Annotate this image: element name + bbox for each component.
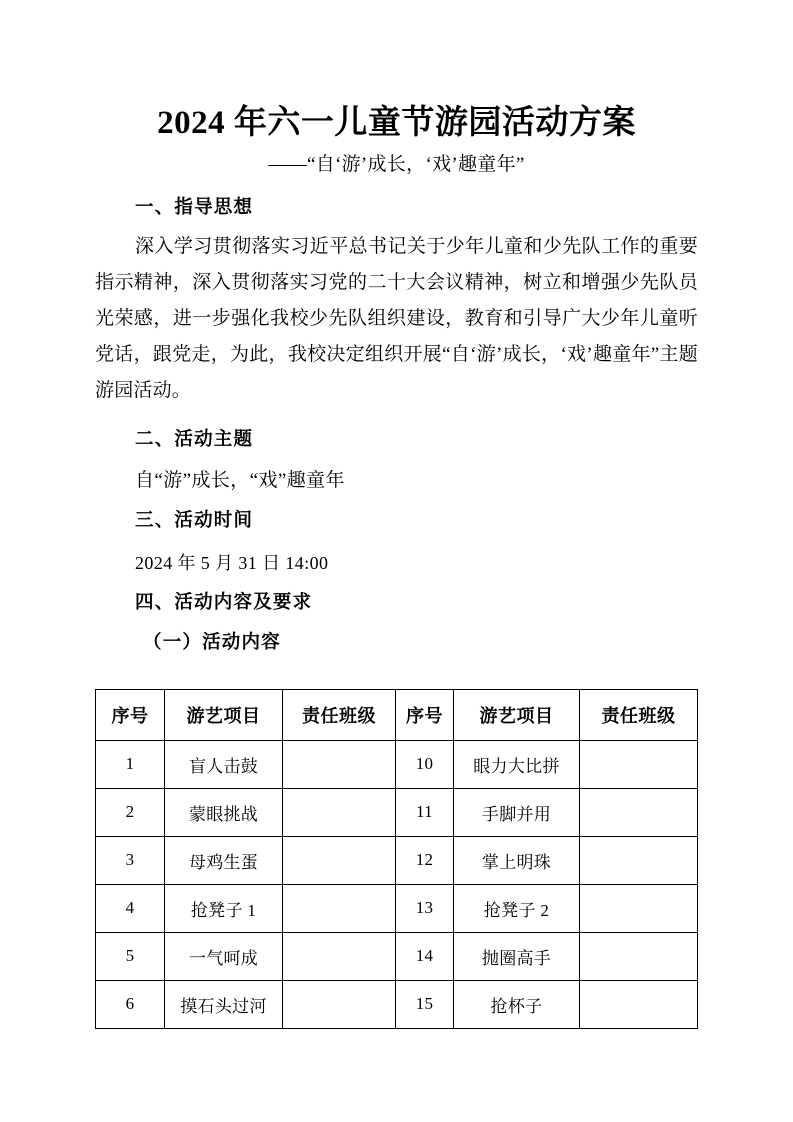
table-row: [96, 788, 698, 836]
table-header-class-left: 责任班级: [283, 689, 396, 740]
cell-class-right[interactable]: [580, 980, 698, 1028]
table-header-no-left: 序号: [96, 689, 165, 740]
cell-name-left: 母鸡生蛋: [165, 836, 283, 884]
table-header-name-right: 游艺项目: [454, 689, 580, 740]
cell-no-right: 13: [396, 884, 454, 932]
cell-no-right: 15: [396, 980, 454, 1028]
cell-name-right: 眼力大比拼: [454, 740, 580, 788]
cell-no-right: 11: [396, 788, 454, 836]
cell-class-left[interactable]: [283, 740, 396, 788]
cell-name-left: 一气呵成: [165, 932, 283, 980]
document-content: [95, 0, 698, 1029]
cell-no-right: 14: [396, 932, 454, 980]
cell-class-left[interactable]: [283, 836, 396, 884]
cell-class-left[interactable]: [283, 980, 396, 1028]
section-heading-guiding-thought: 一、指导思想: [135, 198, 254, 219]
cell-no-right: 10: [396, 740, 454, 788]
section-heading-content-requirements: 四、活动内容及要求: [135, 592, 313, 613]
activity-table: [95, 689, 698, 1029]
page-subtitle: ——“自‘游’成长，‘戏’趣童年”: [268, 153, 525, 175]
cell-name-right: 抛圈高手: [454, 932, 580, 980]
cell-class-right[interactable]: [580, 740, 698, 788]
cell-name-right: 抢杯子: [454, 980, 580, 1028]
section-heading-theme: 二、活动主题: [135, 429, 254, 450]
cell-no-right: 12: [396, 836, 454, 884]
section-body-guiding-thought: 深入学习贯彻落实习近平总书记关于少年儿童和少先队工作的重要指示精神，深入贯彻落实习党的二十大会议精神，树立和增强少先队员光荣感，进一步强化我校少先队组织建设，教育和引导广大少年儿童听党话，跟党走，为此，我校决定组织开展“自‘游’成长，‘戏’趣童年”主题游园活动。: [95, 235, 698, 401]
section-body-time: 2024 年 5 月 31 日 14:00: [135, 552, 329, 573]
cell-no-left: 6: [96, 980, 165, 1028]
cell-no-left: 2: [96, 788, 165, 836]
cell-class-right[interactable]: [580, 836, 698, 884]
section-body-theme: 自“游”成长，“戏”趣童年: [135, 470, 345, 492]
cell-class-left[interactable]: [283, 932, 396, 980]
activity-table-wrapper: [95, 653, 698, 1029]
table-head: [96, 689, 698, 740]
cell-no-left: 4: [96, 884, 165, 932]
table-row: [96, 836, 698, 884]
table-header-row: [96, 689, 698, 740]
table-header-no-right: 序号: [396, 689, 454, 740]
table-body: [96, 740, 698, 1028]
cell-class-left[interactable]: [283, 788, 396, 836]
section-subheading-activity-content: （一）活动内容: [143, 633, 281, 654]
cell-name-left: 摸石头过河: [165, 980, 283, 1028]
cell-name-right: 掌上明珠: [454, 836, 580, 884]
page-title: 2024 年六一儿童节游园活动方案: [157, 105, 636, 141]
cell-name-left: 盲人击鼓: [165, 740, 283, 788]
table-header-name-left: 游艺项目: [165, 689, 283, 740]
table-row: [96, 980, 698, 1028]
cell-name-left: 蒙眼挑战: [165, 788, 283, 836]
table-row: [96, 884, 698, 932]
cell-name-left: 抢凳子 1: [165, 884, 283, 932]
cell-class-right[interactable]: [580, 884, 698, 932]
cell-no-left: 1: [96, 740, 165, 788]
section-heading-time: 三、活动时间: [135, 511, 254, 532]
cell-no-left: 3: [96, 836, 165, 884]
cell-class-right[interactable]: [580, 932, 698, 980]
cell-no-left: 5: [96, 932, 165, 980]
table-row: [96, 932, 698, 980]
cell-class-left[interactable]: [283, 884, 396, 932]
cell-class-right[interactable]: [580, 788, 698, 836]
cell-name-right: 抢凳子 2: [454, 884, 580, 932]
table-header-class-right: 责任班级: [580, 689, 698, 740]
cell-name-right: 手脚并用: [454, 788, 580, 836]
table-row: [96, 740, 698, 788]
